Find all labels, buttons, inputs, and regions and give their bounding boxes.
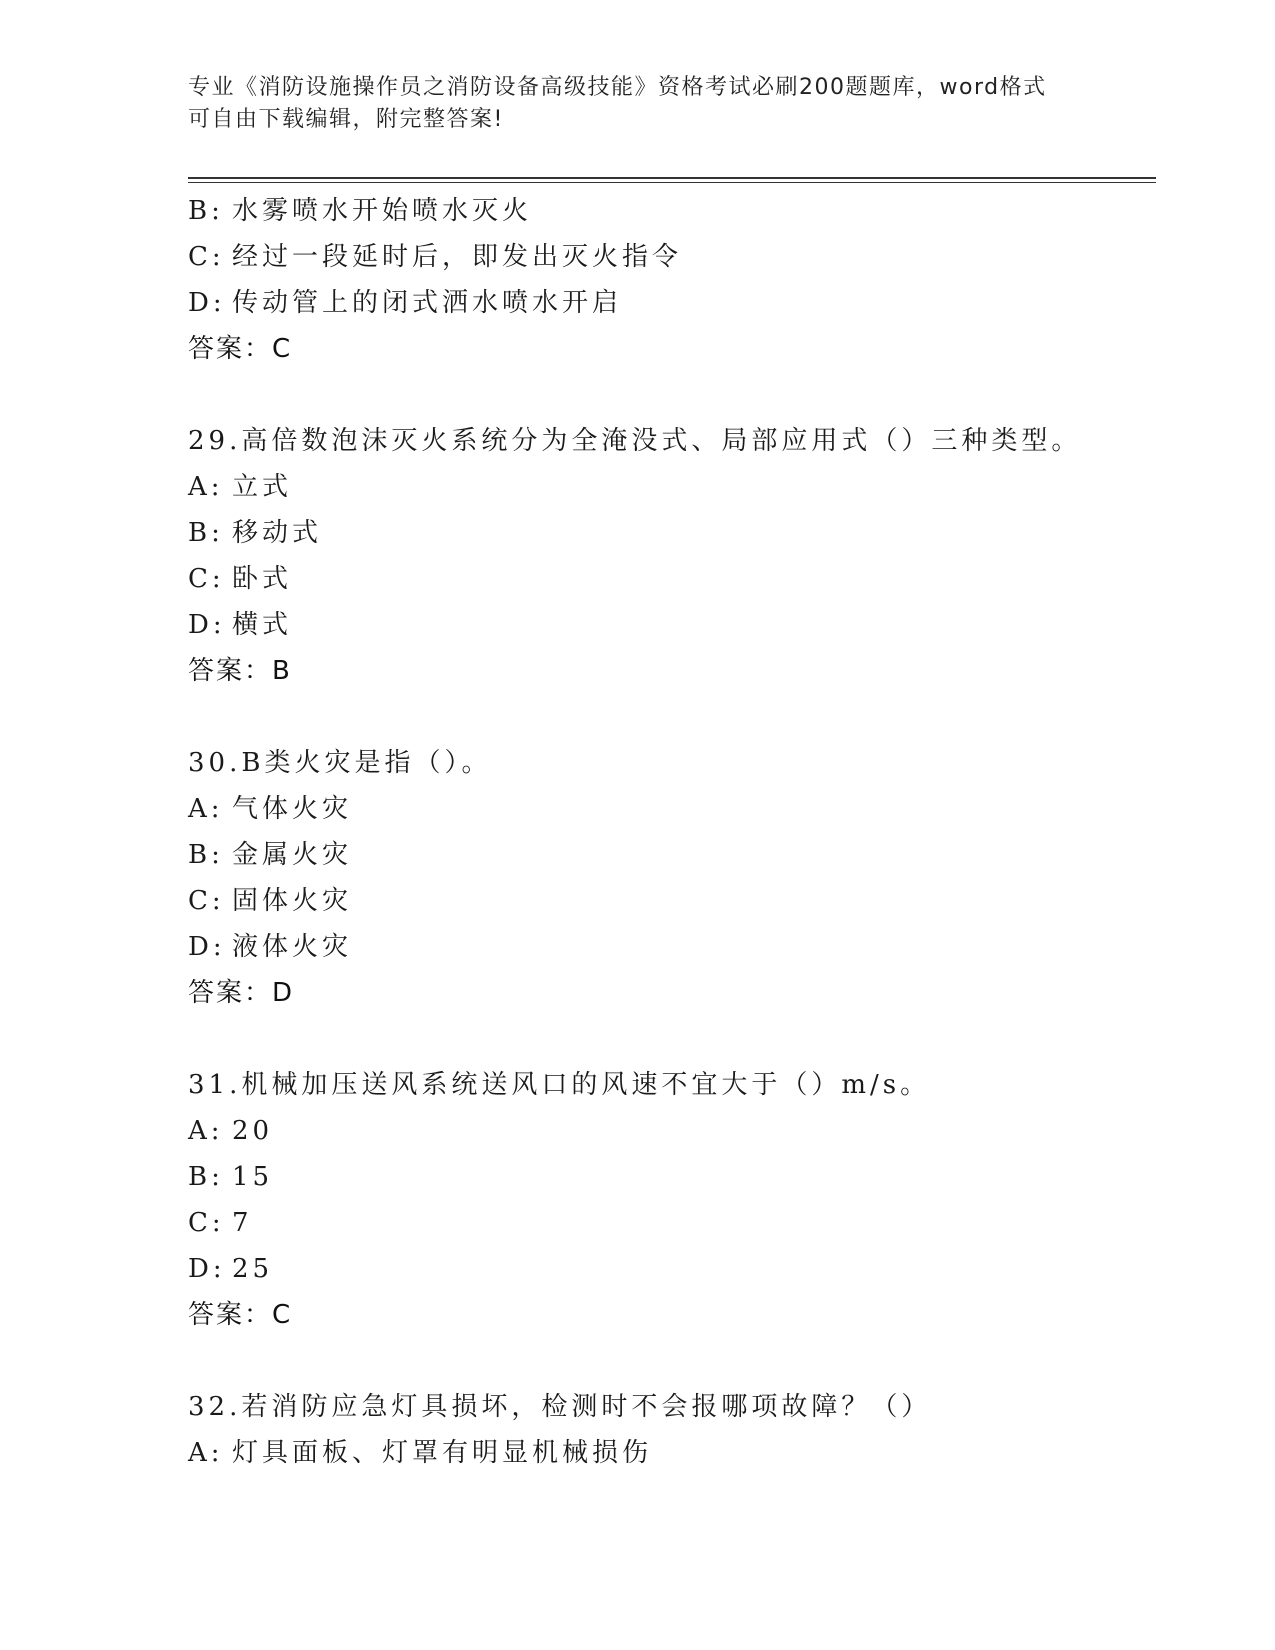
- option-line: [188, 1108, 1156, 1154]
- option-line: [188, 832, 1156, 878]
- option-text: 经过一段延时后，即发出灭火指令: [232, 242, 683, 272]
- answer-line: 答案：C: [188, 1300, 293, 1330]
- option-text: 固体火灾: [232, 886, 353, 916]
- option-key: D:: [188, 288, 226, 318]
- header-rule-thick: [188, 177, 1156, 179]
- spacer: [188, 694, 1156, 740]
- option-key: C:: [188, 564, 225, 594]
- option-key: B:: [188, 1162, 224, 1192]
- option-text: 气体火灾: [232, 794, 353, 824]
- previous-question-tail: [188, 188, 1156, 372]
- option-text: 水雾喷水开始喷水灭火: [232, 196, 533, 226]
- option-text: 传动管上的闭式洒水喷水开启: [232, 288, 623, 318]
- question-stem: 32.若消防应急灯具损坏，检测时不会报哪项故障？（）: [188, 1392, 932, 1422]
- option-text: 20: [232, 1116, 274, 1146]
- option-line: [188, 188, 1156, 234]
- question-stem: 30.B类火灾是指（）。: [188, 748, 492, 778]
- option-key: B:: [188, 840, 224, 870]
- option-key: A:: [188, 472, 224, 502]
- option-text: 25: [232, 1254, 274, 1284]
- option-line: [188, 1430, 1156, 1476]
- question-list: [188, 188, 1156, 1476]
- question-stem: 29.高倍数泡沫灭火系统分为全淹没式、局部应用式（）三种类型。: [188, 426, 1082, 456]
- option-line: [188, 1154, 1156, 1200]
- option-line: [188, 786, 1156, 832]
- option-text: 卧式: [232, 564, 293, 594]
- option-key: C:: [188, 886, 225, 916]
- option-key: A:: [188, 1438, 224, 1468]
- option-text: 金属火灾: [232, 840, 353, 870]
- option-key: D:: [188, 1254, 226, 1284]
- document-header: 专业《消防设施操作员之消防设备高级技能》资格考试必刷200题题库，word格式可自由下载编辑，附完整答案!: [188, 75, 1047, 132]
- question-30: [188, 740, 1156, 1016]
- option-line: [188, 602, 1156, 648]
- answer-line: 答案：B: [188, 656, 292, 686]
- option-line: [188, 1200, 1156, 1246]
- answer-line: 答案：D: [188, 978, 295, 1008]
- option-text: 横式: [232, 610, 293, 640]
- header-rule-thin: [188, 182, 1156, 183]
- question-31: [188, 1062, 1156, 1338]
- option-line: [188, 510, 1156, 556]
- option-key: D:: [188, 932, 226, 962]
- option-key: B:: [188, 518, 224, 548]
- spacer: [188, 1016, 1156, 1062]
- option-key: A:: [188, 794, 224, 824]
- option-key: C:: [188, 1208, 225, 1238]
- option-key: B:: [188, 196, 224, 226]
- option-key: C:: [188, 242, 225, 272]
- option-key: A:: [188, 1116, 224, 1146]
- option-line: [188, 556, 1156, 602]
- option-line: [188, 924, 1156, 970]
- option-text: 液体火灾: [232, 932, 353, 962]
- option-line: [188, 234, 1156, 280]
- question-32: [188, 1384, 1156, 1476]
- option-key: D:: [188, 610, 226, 640]
- option-line: [188, 1246, 1156, 1292]
- option-line: [188, 280, 1156, 326]
- answer-line: 答案：C: [188, 334, 293, 364]
- option-text: 立式: [232, 472, 293, 502]
- question-stem: 31.机械加压送风系统送风口的风速不宜大于（）m/s。: [188, 1070, 931, 1100]
- option-text: 灯具面板、灯罩有明显机械损伤: [232, 1438, 653, 1468]
- option-text: 15: [232, 1162, 274, 1192]
- spacer: [188, 372, 1156, 418]
- option-line: [188, 878, 1156, 924]
- spacer: [188, 1338, 1156, 1384]
- option-text: 7: [232, 1208, 253, 1238]
- question-29: [188, 418, 1156, 694]
- option-line: [188, 464, 1156, 510]
- option-text: 移动式: [232, 518, 323, 548]
